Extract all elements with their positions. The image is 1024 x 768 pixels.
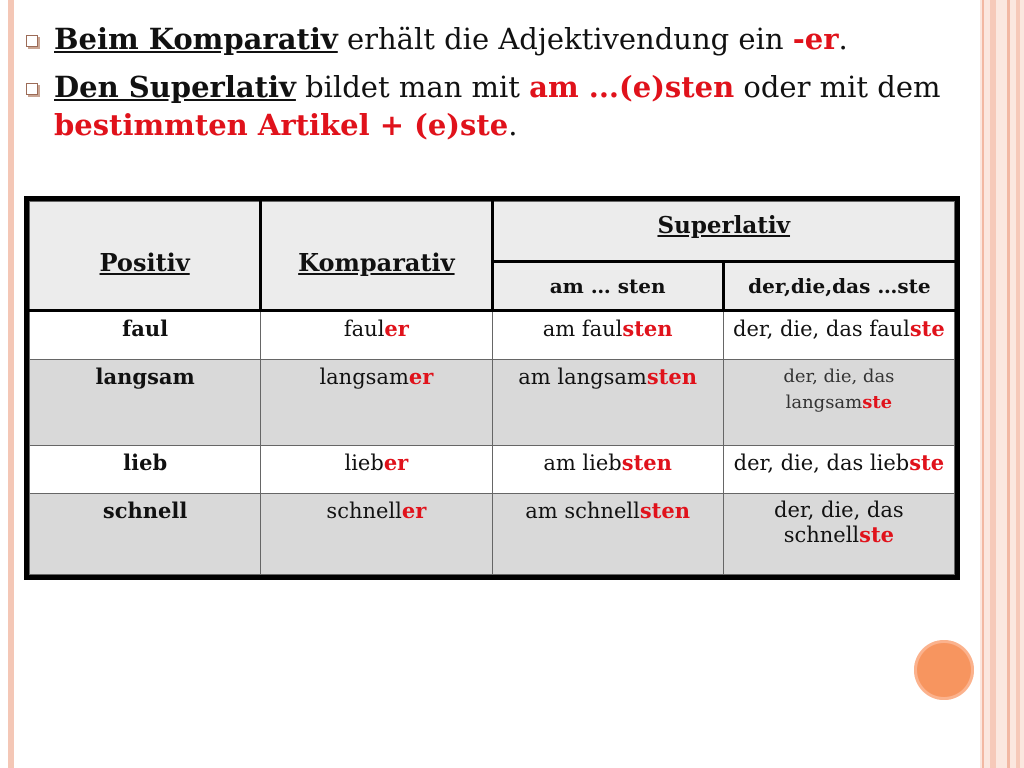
bullet-text: bildet man mit	[295, 70, 530, 104]
bullet-term: Den Superlativ	[54, 70, 296, 104]
header-komparativ: Komparativ	[261, 202, 492, 311]
positiv-cell: schnell	[30, 493, 261, 574]
bullet-highlight: -er	[792, 22, 839, 56]
header-positiv: Positiv	[30, 202, 261, 311]
superlativ-article-cell: der, die, das langsamste	[723, 360, 954, 446]
comparison-table	[29, 201, 955, 575]
right-decorative-line	[1007, 0, 1010, 768]
bullet-text: oder mit dem	[734, 70, 941, 104]
comparison-table-frame	[24, 196, 960, 580]
komparativ-cell: lieber	[261, 445, 492, 493]
right-decorative-line	[990, 0, 996, 768]
superlativ-am-cell: am langsamsten	[492, 360, 723, 446]
superlativ-article-cell: der, die, das liebste	[723, 445, 954, 493]
bullet-superlativ	[24, 68, 954, 144]
table-header-row	[30, 202, 955, 262]
square-bullet-icon	[26, 35, 38, 47]
subheader-der-die-das: der,die,das …ste	[723, 262, 954, 311]
superlativ-am-cell: am schnellsten	[492, 493, 723, 574]
komparativ-cell: langsamer	[261, 360, 492, 446]
right-decorative-line	[1016, 0, 1020, 768]
positiv-cell: langsam	[30, 360, 261, 446]
positiv-cell: lieb	[30, 445, 261, 493]
superlativ-article-cell: der, die, das faulste	[723, 311, 954, 360]
bullet-highlight: am ...(e)sten	[529, 70, 735, 104]
decorative-circle	[914, 640, 974, 700]
bullet-komparativ	[24, 20, 954, 58]
subheader-am-sten: am … sten	[492, 262, 723, 311]
header-superlativ: Superlativ	[492, 202, 955, 262]
superlativ-article-cell: der, die, das schnellste	[723, 493, 954, 574]
komparativ-cell: fauler	[261, 311, 492, 360]
superlativ-am-cell: am faulsten	[492, 311, 723, 360]
left-decorative-stripe	[8, 0, 14, 768]
table-row	[30, 445, 955, 493]
superlativ-am-cell: am liebsten	[492, 445, 723, 493]
bullet-text: .	[838, 22, 848, 56]
square-bullet-icon	[26, 83, 38, 95]
bullet-term: Beim Komparativ	[54, 22, 338, 56]
bullet-text: erhält die Adjektivendung ein	[337, 22, 793, 56]
positiv-cell: faul	[30, 311, 261, 360]
right-decorative-line	[982, 0, 984, 768]
bullet-highlight: bestimmten Artikel + (e)ste	[54, 108, 509, 142]
bullet-text: .	[508, 108, 518, 142]
table-row	[30, 493, 955, 574]
table-row	[30, 311, 955, 360]
bullet-list	[24, 20, 954, 154]
komparativ-cell: schneller	[261, 493, 492, 574]
table-row	[30, 360, 955, 446]
